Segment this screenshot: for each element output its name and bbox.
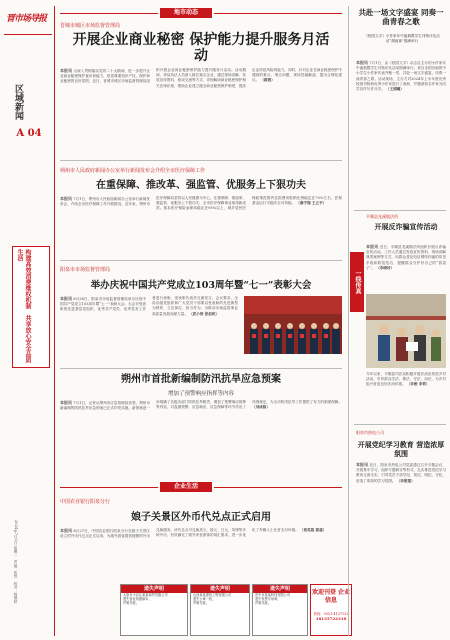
article4-text: 7月1日，记者从朔州市应急管理局获悉，朔州市新编制的防汛抗旱应急预案已正式印发实施。新预案进一步明确了各级各部门防汛抗旱职责，增加了预警响应指挥等内容，对监测预警、应急响应、应急保障等环节作出了详细规定，为全市防汛抗旱工作提供了有力的制度保障。 xyxy=(60,400,342,411)
article2-kicker: 朔州市人民政府新闻办公室举行新闻发布会介绍全市医疗保障工作 xyxy=(60,168,206,174)
ad-4-title: 欢迎刊登 企业信息 xyxy=(311,589,351,604)
ad-3-title: 遗失声明 xyxy=(253,585,307,593)
article8-body xyxy=(356,462,446,632)
article4-title: 朔州市首批新编制防汛抗旱应急预案 xyxy=(121,374,281,385)
article4-author: （刘成栋） xyxy=(252,405,270,410)
legal-publicity-photo xyxy=(366,294,446,368)
article7-byline: 本报讯 xyxy=(366,244,379,249)
article1-byline: 本报讯 xyxy=(60,68,73,73)
article3-title: 举办庆祝中国共产党成立103周年暨“七一”表彰大会 xyxy=(90,280,312,291)
award-photo-image xyxy=(244,296,342,354)
article7-text: 近日，平顺县龙溪镇法所组织开展反诈骗宣传活动。工作人员通过发放宣传资料、现场讲解典型案例等方式，向群众普及电信网络诈骗的常见手段和防范技巧，提醒群众守护好自己的“钱袋子”。 xyxy=(366,245,446,270)
article6-text: 7月1日，由《校园文字》杂志社主办的小作家年中盛典暨学生刊物评比活动圆满举行。来自全国各地的中小学生小作家代表齐聚一堂，共赴一场文字盛宴，同奏一曲青春之歌。活动现场，主办方对2024年上半年度优秀校园刊物和优秀小作家进行了表彰，并邀请知名作家为同学们作写作分享。 xyxy=(356,61,446,92)
page-label: 区域新闻 xyxy=(13,84,23,120)
article8-author: （李银莲） xyxy=(396,478,415,483)
article4-byline: 本报讯 xyxy=(60,400,73,405)
legal-publicity-image xyxy=(366,294,446,368)
article7-body xyxy=(366,244,446,290)
article3-kicker: 阳泉市市场监督管理局 xyxy=(60,267,111,273)
article2-author: （秦宇翔 王立平） xyxy=(296,201,327,206)
side-slogan: 构建高效消费维权机制 共享放心安全品质生活 xyxy=(16,249,31,363)
section-banner-rightcol xyxy=(350,252,364,312)
article5-byline: 本报讯 xyxy=(60,528,73,533)
article4-body xyxy=(60,400,342,476)
logo-text: 晋市场导报 xyxy=(6,14,47,24)
ad-notice-2 xyxy=(190,584,250,636)
article5-text: 6月27日，中国农业银行阳泉分行在娘子关景区设立的外币代兑点正式启用，为境外游客提供便捷的外币兑换服务。该代兑点可兑换美元、欧元、日元、英镑等多种外币，有效满足了境外来晋游客的用汇需求，进一步优化了外籍人士在晋支付环境。 xyxy=(60,528,299,539)
article6-byline: 本报讯 xyxy=(356,60,369,65)
ad-1-line: 太原市小店区某某商贸有限公司 xyxy=(123,593,168,597)
ad-2-line: 遗失公章一枚， xyxy=(193,597,216,602)
article3-body xyxy=(60,296,238,362)
ad-4-phone: 热线：0351-4137132 xyxy=(313,612,349,616)
article8-text: 近日，阳泉市热电公司党委通过召开专题会议、开展集中学习、组织专题研讨等形式，扎实推进党纪学习教育走深走实，引导党员干部学纪、知纪、明纪、守纪，营造了浓厚的学习氛围。 xyxy=(356,463,446,483)
ad-notice-1 xyxy=(120,584,188,636)
article7-author: （李晓玲） xyxy=(376,265,395,270)
article7-kicker: 平顺县龙溪镇法所 xyxy=(366,214,398,219)
article6-body xyxy=(356,60,446,208)
article5-title: 娘子关景区外币代兑点正式启用 xyxy=(131,512,271,523)
photo-caption xyxy=(366,372,446,420)
article2-text: 7月1日，朔州市人民政府新闻办公室举行新闻发布会，介绍全市医疗保障工作开展情况。近年来，朔州市医疗保障局坚持以人民健康为中心，在重保障、推改革、强监管、优服务上下狠功夫，全市医疗保障事业取得新成效。基本医疗保险参保率稳定在95%以上，城乡居民医保政策范围内住院费用报销比例稳定在70%左右，医保基金运行平稳安全可持续。 xyxy=(60,196,342,211)
section-banner-enterprise: 企业生活 xyxy=(160,482,212,492)
article3-text: 6月28日，阳泉市市场监督管理局举办庆祝中国共产党成立103周年暨“七一”表彰大会。大会对受表彰的先进基层党组织、优秀共产党员、优秀党务工作者进行表彰，受表彰代表作交流发言。会议要求，全局各级党组织和广大党员干部要以受表彰的先进典型为榜样，立足岗位、担当作为，为推动市场监管事业高质量发展贡献力量。 xyxy=(60,296,238,316)
article1-body xyxy=(60,68,342,158)
ad-1-line: 遗失营业执照副本， xyxy=(123,597,152,602)
ad-3-line: 遗失发票专用章， xyxy=(255,597,281,602)
award-ceremony-photo xyxy=(244,296,342,354)
ad-1-title: 遗失声明 xyxy=(121,585,187,593)
ad-1-line: 声明作废。 xyxy=(123,601,139,606)
ad-3-line: 声明作废。 xyxy=(255,601,271,606)
article1-kicker: 晋城市城区市场监督管理局 xyxy=(60,23,121,29)
article6-subtitle: 《校园文字》小作家年中盛典暨学生刊物评比活动“湖南赛”圆满举行 xyxy=(364,34,440,43)
ad-3-line: 晋中市某某科技有限公司 xyxy=(255,593,291,597)
article2-title: 在重保障、推改革、强监管、优服务上下狠功夫 xyxy=(96,180,306,191)
ad-4-mobile: 18135722318 xyxy=(315,616,347,621)
masthead-logo xyxy=(6,8,56,30)
article6-author: （王照曦） xyxy=(385,87,404,92)
article8-title: 开展党纪学习教育 营造浓厚氛围 xyxy=(357,440,445,458)
ad-2-line: 山西某某建筑工程有限公司 xyxy=(193,593,232,597)
rightcol-banner-text: 一线传真 xyxy=(354,270,361,294)
article3-author: （武小涛 张如钦） xyxy=(189,311,220,316)
article8-byline: 本报讯 xyxy=(356,462,369,467)
article5-kicker: 中国农业银行阳泉分行 xyxy=(60,499,111,505)
ad-notice-3 xyxy=(252,584,308,636)
article5-author: （贾英超 郭蕊） xyxy=(299,528,327,532)
date-line: 2024年7月2日 星期二 责编：张然 校对：杨继婷 xyxy=(14,520,18,604)
article3-byline: 本报讯 xyxy=(60,296,73,301)
article2-body xyxy=(60,196,342,256)
article4-subtitle: 增加了预警响应指挥等内容 xyxy=(167,391,234,397)
article2-byline: 本报讯 xyxy=(60,196,73,201)
article8-kicker: 阳泉市热电公司 xyxy=(356,430,384,435)
article1-title: 开展企业商业秘密 保护能力提升服务月活动 xyxy=(72,32,330,64)
section-banner-local: 地市动态 xyxy=(160,8,212,18)
ad-2-line: 声明作废。 xyxy=(193,601,209,606)
article6-title: 共赴一场文字盛宴 同奏一曲青春之歌 xyxy=(358,8,444,26)
ad-advertise-here xyxy=(310,584,352,636)
side-slogan-box xyxy=(12,246,50,368)
photo-caption-author: （李俊 李哲） xyxy=(406,382,430,387)
article1-text: 为深入贯彻落实党的二十大精神，进一步提升企业商业秘密保护意识和能力，营造尊重知识产权、保护商业秘密的良好氛围，近日，晋城市城区市场监督管理局组织开展企业商业秘密保护能力提升服务月活动。活动期间，该局执法人员深入辖区重点企业，通过现场讲解、发放宣传资料、座谈交流等方式，详细解读商业秘密保护相关法律法规，帮助企业建立健全商业秘密保护制度，提高企业防范风险的能力。同时，针对企业在商业秘密保护中遇到的难点、堵点问题，现场答疑解惑，提出合理化建议。 xyxy=(60,68,342,88)
article1-author: （薛燕） xyxy=(260,78,275,83)
article5-body xyxy=(60,528,342,580)
page-number: A 04 xyxy=(16,128,42,139)
photo-caption-text: 今年以来，平顺县司法局积极开展法治宣传进乡村活动，引导群众学法、尊法、守法、用法，为乡村振兴营造良好法治环境。 xyxy=(366,372,446,387)
ad-2-title: 遗失声明 xyxy=(191,585,249,593)
article7-title: 开展反诈骗宣传活动 xyxy=(374,222,438,231)
